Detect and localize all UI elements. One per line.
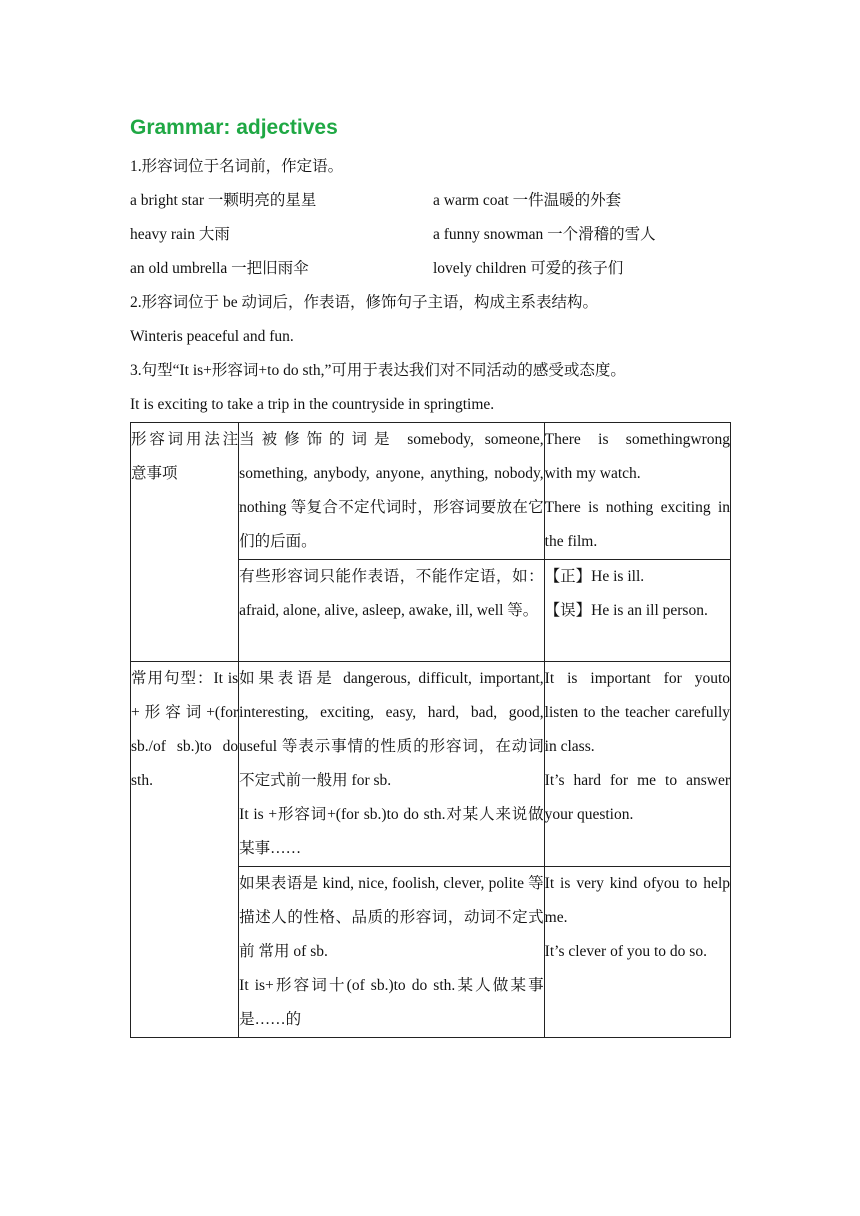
rule-text: 有些形容词只能作表语，不能作定语，如：afraid, alone, alive, asleep, awake, ill, well 等。 <box>239 568 544 619</box>
grammar-table <box>130 422 731 1038</box>
rule-3-example: It is exciting to take a trip in the countryside in springtime. <box>130 396 495 413</box>
table-row <box>131 423 731 560</box>
example-left: heavy rain 大雨 <box>130 226 230 243</box>
example-left: a bright star 一颗明亮的星星 <box>130 192 317 209</box>
group-label-cell <box>131 662 239 1038</box>
example-text: There is nothing exciting in the film. <box>544 499 730 550</box>
rule-2: 2.形容词位于 be 动词后，作表语，修饰句子主语，构成主系表结构。 <box>130 294 599 311</box>
example-pair-2 <box>130 218 731 252</box>
example-text: 【正】He is ill. <box>544 568 645 585</box>
pattern-text: It is +形容词+(for sb.)to do sth.对某人来说做某事…… <box>239 806 544 857</box>
group-label: 常用句型：It is +形容词+(for sb./of sb.)to do sth. <box>131 670 239 789</box>
example-cell <box>544 560 730 662</box>
rule-text: 当被修饰的词是 somebody, someone, something, anybody, anyone, anything, nobody, nothing 等复合不定代词时，形容词要放在它们的后面。 <box>239 431 544 550</box>
pattern-text: It is+形容词十(of sb.)to do sth.某人做某事是……的 <box>239 977 544 1028</box>
example-text: It’s hard for me to answer your question. <box>544 772 730 823</box>
page-title: Grammar: adjectives <box>130 116 338 139</box>
document-page <box>130 112 731 1038</box>
example-pair-3 <box>130 252 731 286</box>
rule-cell <box>239 867 545 1038</box>
rule-cell <box>239 662 545 867</box>
example-text: There is somethingwrong with my watch. <box>544 431 730 482</box>
table-row <box>131 662 731 867</box>
group-label: 形容词用法注意事项 <box>131 431 239 482</box>
rule-text: 如果表语是 kind, nice, foolish, clever, polite 等 描述人的性格、品质的形容词，动词不定式前 常用 of sb. <box>239 875 544 960</box>
rule-3: 3.句型“It is+形容词+to do sth,”可用于表达我们对不同活动的感受或态度。 <box>130 362 626 379</box>
example-left: an old umbrella 一把旧雨伞 <box>130 260 309 277</box>
rule-2-example: Winteris peaceful and fun. <box>130 328 294 345</box>
example-text: It is very kind ofyou to help me. <box>544 875 730 926</box>
example-right: lovely children 可爱的孩子们 <box>433 260 624 277</box>
group-label-cell <box>131 423 239 662</box>
rule-text: 如果表语是 dangerous, difficult, important, interesting, exciting, easy, hard, bad, good, useful 等表示事情的性质的形容词，在动词不定式前一般用 for sb. <box>239 670 544 789</box>
rule-cell <box>239 423 545 560</box>
example-cell <box>544 867 730 1038</box>
example-text: It is important for youto listen to the teacher carefully in class. <box>544 670 730 755</box>
example-right: a warm coat 一件温暖的外套 <box>433 192 622 209</box>
example-text: It’s clever of you to do so. <box>544 943 707 960</box>
rule-1: 1.形容词位于名词前，作定语。 <box>130 158 344 175</box>
example-cell <box>544 423 730 560</box>
example-text: 【误】He is an ill person. <box>544 602 708 619</box>
example-cell <box>544 662 730 867</box>
example-pair-1 <box>130 184 731 218</box>
rule-cell <box>239 560 545 662</box>
example-right: a funny snowman 一个滑稽的雪人 <box>433 226 656 243</box>
